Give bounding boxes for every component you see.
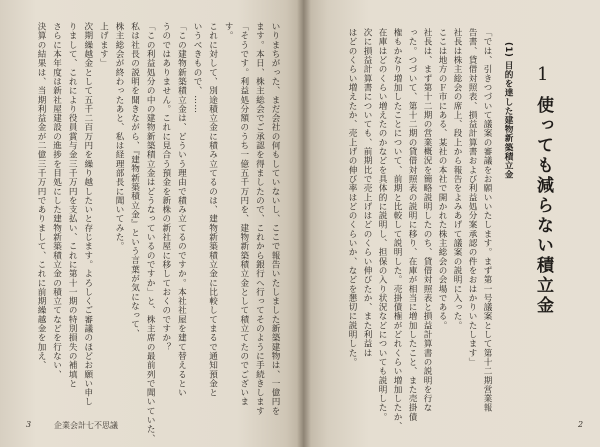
chapter-title: 使っても減らない積立金 bbox=[533, 96, 553, 316]
section-title: (1) 目的を達した建物新築積立金 bbox=[503, 42, 513, 180]
left-text-column: 決算の結果は、当期利益金が二億三千万円でありまして、これに前期繰越金を加え、 bbox=[36, 22, 46, 370]
left-text-column: 上げます」 bbox=[98, 22, 109, 68]
left-text-column: これに対して、別途積立金に積み立てるのは、建物新築積立金に比較してまるで通知預金と bbox=[207, 22, 218, 398]
left-text-column: いりまちがった、まだ会社の何もしていないし、ここで報告いたしました新築建物は、一億円を bbox=[270, 22, 280, 416]
right-text-column: 在庫はどのくらい増えたのかなどを具体的に説明し、担保の入り状況などについても説明した。 bbox=[377, 28, 387, 422]
right-text-column: 「では、引きつづいて議案の審議をお願いいたします。まず第一号議案として第十二期営業報 bbox=[482, 28, 492, 413]
left-text-column: いうべきもので、…… bbox=[192, 22, 202, 114]
right-text-column: 権もかなり増加したことについて、前期と比較して説明した。売掛債権がどれくらい増加したか、 bbox=[392, 28, 402, 431]
left-text-column: 次期繰越金として五千二百万円を繰り越したいと存じます。よろしくご審議のほどお願い申し bbox=[82, 22, 93, 407]
left-text-column: 「この建物新築積立金は、どういう理由で積み立てるのですか。本社社屋を建て替えるとい bbox=[176, 22, 187, 398]
right-text-column: ここは地方のＦ市にある、某社の本社で開かれた株主総会の会場である。 bbox=[437, 28, 447, 330]
book-gutter bbox=[297, 0, 311, 447]
left-text-column: さらに本年度は新社屋建設の進捗を目処にした建物新築積立金の積立てなどを行ない、 bbox=[51, 22, 62, 379]
chapter-number: 1 bbox=[537, 64, 549, 85]
left-text-column: ます。本日、株主総会でご承認を得ましたので、これから銀行へ行ってそのように手続きします bbox=[254, 22, 265, 416]
running-footer: 企業会計七不思議 bbox=[54, 421, 118, 430]
left-text-column: す。 bbox=[223, 22, 234, 41]
left-text-column: 株主総会が終わったあと、私は経理部長に聞いてみた。 bbox=[114, 22, 124, 251]
left-text-column: 「この利益処分の中の建物新築積立金はどうなっているのですか」と、株主席の最前列で聞いていた、 bbox=[145, 22, 156, 443]
left-page-number: 3 bbox=[26, 420, 32, 429]
right-text-column: 社長は、まず第十二期の営業概況を簡略説明したのち、貸借対照表と損益計算書の説明を行な bbox=[422, 28, 432, 413]
right-text-column: 社長は株主総会の席上、段上から報告をよみあげて議案の説明に入った。 bbox=[452, 28, 462, 330]
right-text-column: った。つづいて、第十二期の貸借対照表の説明に移り、在庫が相当に増加したこと、また売掛債 bbox=[407, 28, 417, 422]
right-text-column: 告書、貸借対照表、損益計算書および利益処分案承認の件をおはかりいたします」 bbox=[467, 28, 477, 367]
right-page-number: 2 bbox=[578, 420, 584, 429]
left-text-column: うのではありません。これに見合う預金を新株の新社屋に移しておくのですか？ bbox=[160, 22, 171, 352]
right-text-column: 次に損益計算書についても、前期比で売上げはどのくらい伸びたか、また利益は bbox=[362, 28, 372, 358]
right-text-column: はどのくらい増えたか、売上げの伸び率はどのくらいか、などを懇切に説明した。 bbox=[347, 28, 357, 367]
left-text-column: 「そうです。利益処分額のうち一億五千万円を、建物新築積立金として積立てたのでございま bbox=[238, 22, 249, 407]
left-text-column: 私は社長の説明を聞きながら、『建物新築積立金』という言葉が気になって、 bbox=[129, 22, 140, 338]
right-page bbox=[304, 0, 600, 447]
left-text-column: りまして、これにより役員賞与金三千万円を支払い、これに第十一期の特別損失の補填と bbox=[67, 22, 78, 388]
